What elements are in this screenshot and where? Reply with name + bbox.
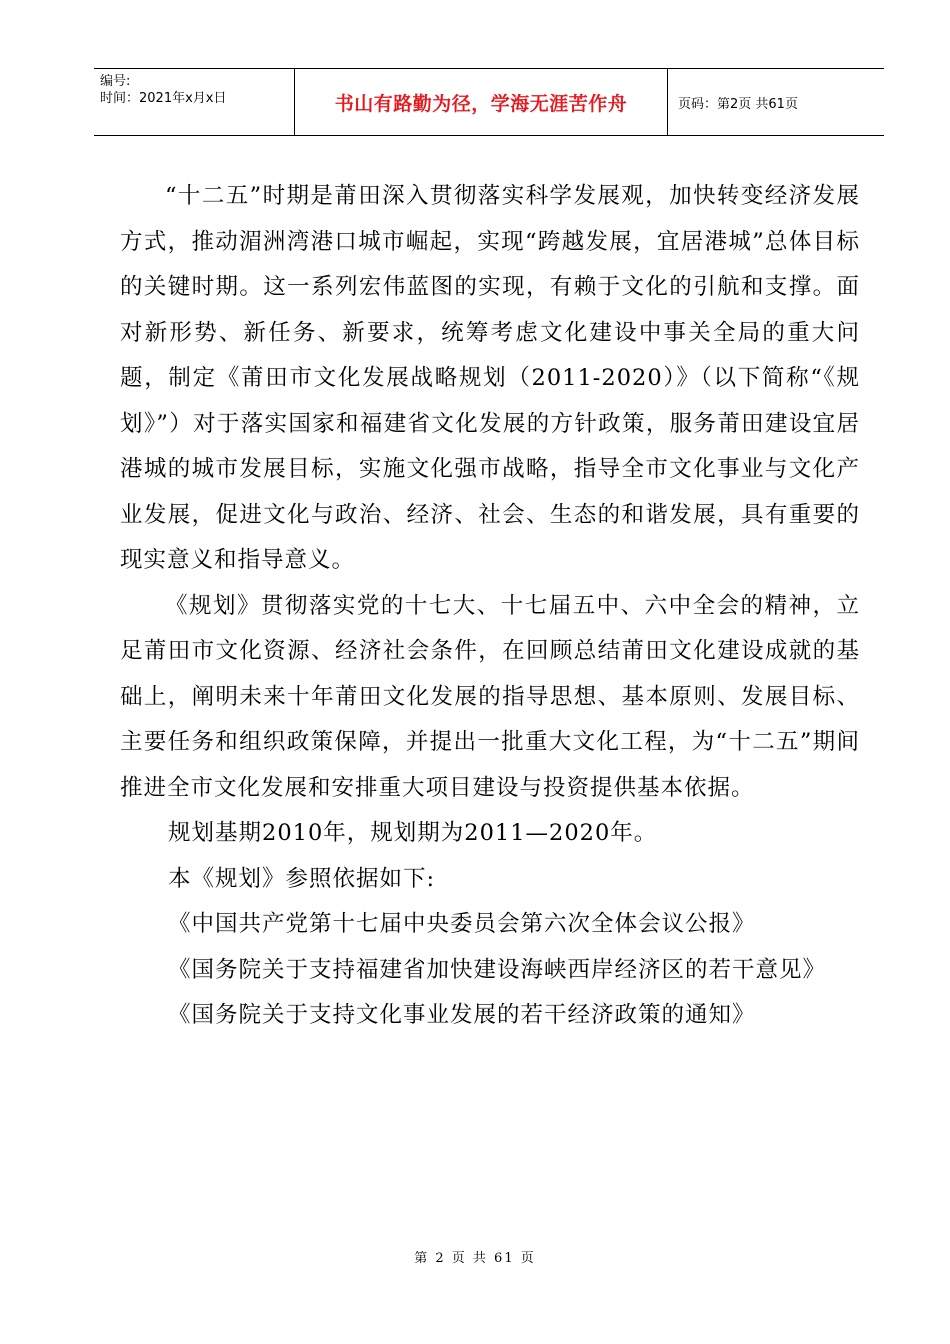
document-body (120, 174, 860, 1039)
page-header (94, 68, 884, 136)
page-footer: 第 2 页 共 61 页 (414, 1251, 536, 1266)
header-motto: 书山有路勤为径，学海无涯苦作舟 (295, 69, 668, 135)
reference-item: 《国务院关于支持文化事业发展的若干经济政策的通知》 (168, 1002, 756, 1028)
paragraph-plan-period: 规划基期2010年，规划期为2011—2020年。 (168, 820, 658, 846)
paragraph-intro: “十二五”时期是莆田深入贯彻落实科学发展观，加快转变经济发展方式，推动湄洲湾港口城市崛起，实现“跨越发展，宜居港城”总体目标的关键时期。这一系列宏伟蓝图的实现，有赖于文化的引航和支撑。面对新形势、新任务、新要求，统筹考虑文化建设中事关全局的重大问题，制定《莆田市文化发展战略规划（2011-2020）》（以下简称“《规划》”）对于落实国家和福建省文化发展的方针政策，服务莆田建设宜居港城的城市发展目标，实施文化强市战略，指导全市文化事业与文化产业发展，促进文化与政治、经济、社会、生态的和谐发展，具有重要的现实意义和指导意义。 (120, 183, 860, 573)
paragraph-plan-summary: 《规划》贯彻落实党的十七大、十七届五中、六中全会的精神，立足莆田市文化资源、经济社会条件，在回顾总结莆田文化建设成就的基础上，阐明未来十年莆田文化发展的指导思想、基本原则、发展目标、主要任务和组织政策保障，并提出一批重大文化工程，为“十二五”期间推进全市文化发展和安排重大项目建设与投资提供基本依据。 (120, 592, 860, 801)
document-number-label: 编号: (100, 74, 131, 89)
document-time-label: 时间：2021年x月x日 (100, 91, 227, 106)
reference-item: 《国务院关于支持福建省加快建设海峡西岸经济区的若干意见》 (168, 956, 827, 983)
paragraph-references-intro: 本《规划》参照依据如下: (168, 865, 436, 892)
reference-item: 《中国共产党第十七届中央委员会第六次全体会议公报》 (168, 911, 756, 937)
header-page-info: 页码：第2页 共61页 (678, 96, 798, 112)
header-meta-cell (94, 69, 295, 135)
